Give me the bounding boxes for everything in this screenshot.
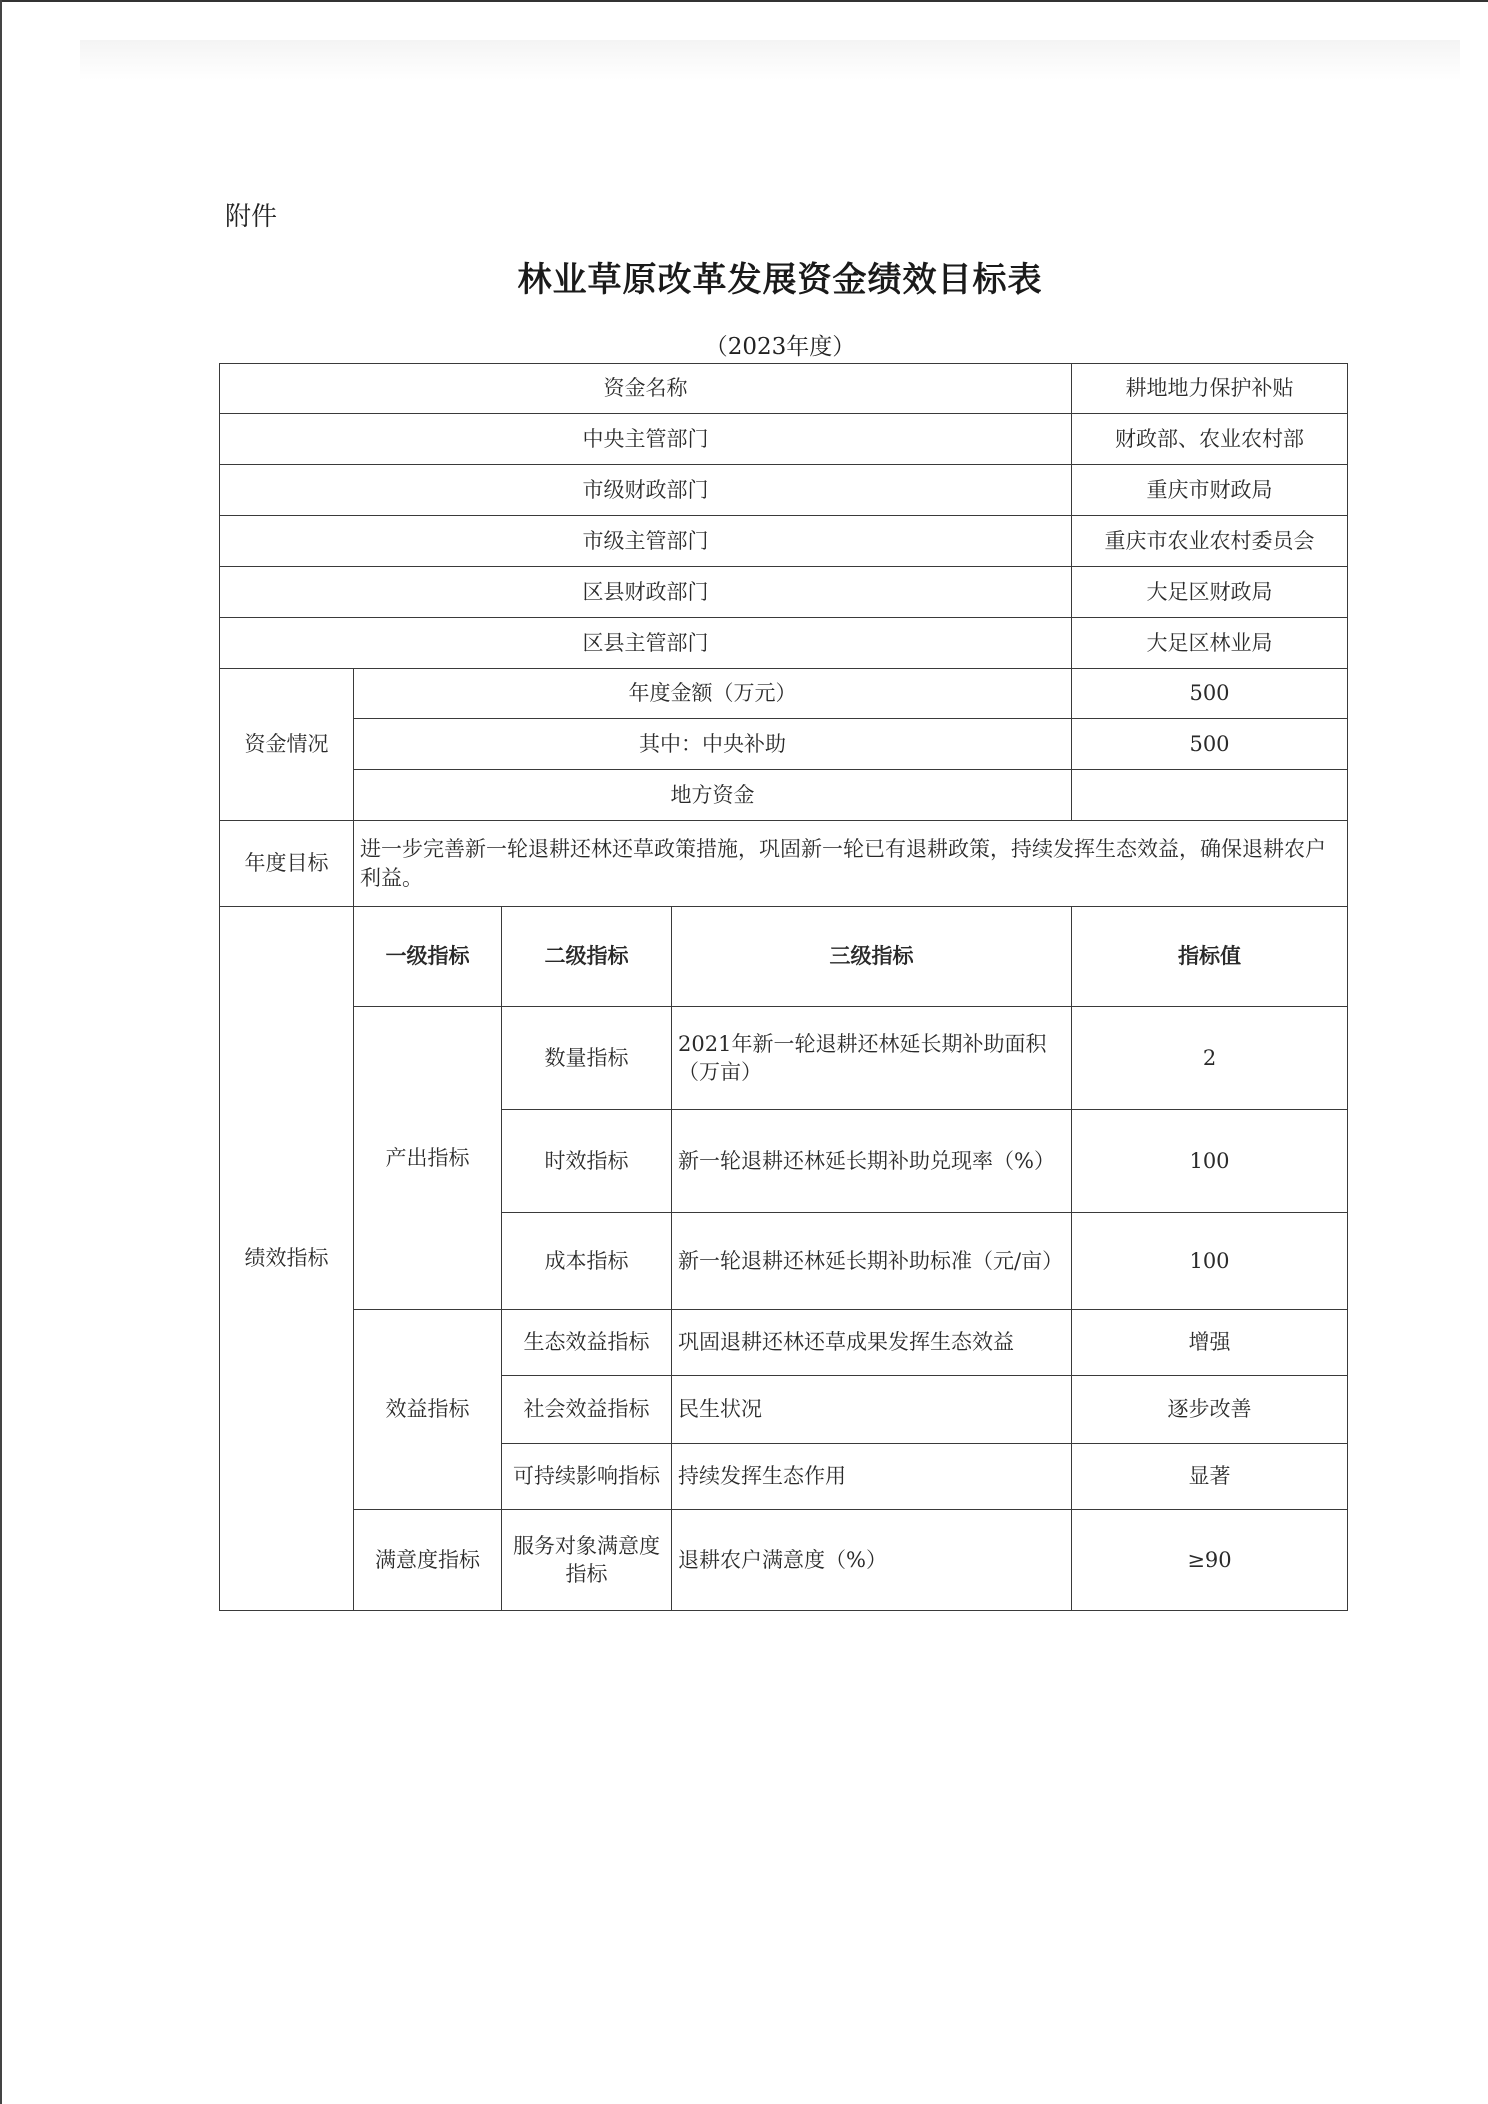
basic-label: 区县主管部门 bbox=[220, 618, 1072, 669]
scan-shade bbox=[80, 40, 1460, 80]
basic-value: 重庆市财政局 bbox=[1072, 465, 1348, 516]
indicator-header-row bbox=[220, 907, 1348, 1007]
level3-cell: 新一轮退耕还林延长期补助标准（元/亩） bbox=[672, 1213, 1072, 1310]
annual-goal-text: 进一步完善新一轮退耕还林还草政策措施，巩固新一轮已有退耕政策，持续发挥生态效益，确保退耕农户利益。 bbox=[354, 821, 1348, 907]
basic-row bbox=[220, 465, 1348, 516]
funds-label: 年度金额（万元） bbox=[354, 669, 1072, 719]
funds-label: 地方资金 bbox=[354, 770, 1072, 821]
funds-group-label: 资金情况 bbox=[220, 669, 354, 821]
basic-row bbox=[220, 364, 1348, 414]
document-year: （2023年度） bbox=[704, 334, 856, 360]
satisfaction-indicator-label: 满意度指标 bbox=[354, 1510, 502, 1611]
level3-cell: 退耕农户满意度（%） bbox=[672, 1510, 1072, 1611]
indicator-row bbox=[220, 1310, 1348, 1376]
performance-target-table bbox=[219, 363, 1348, 1611]
basic-value: 重庆市农业农村委员会 bbox=[1072, 516, 1348, 567]
indicator-row bbox=[220, 1007, 1348, 1110]
funds-row bbox=[220, 770, 1348, 821]
level2-cell: 服务对象满意度指标 bbox=[502, 1510, 672, 1611]
value-cell: ≥90 bbox=[1072, 1510, 1348, 1611]
level2-cell: 生态效益指标 bbox=[502, 1310, 672, 1376]
value-cell: 2 bbox=[1072, 1007, 1348, 1110]
value-cell: 逐步改善 bbox=[1072, 1376, 1348, 1444]
header-value: 指标值 bbox=[1072, 907, 1348, 1007]
basic-row bbox=[220, 618, 1348, 669]
performance-group-label: 绩效指标 bbox=[220, 907, 354, 1611]
basic-value: 大足区财政局 bbox=[1072, 567, 1348, 618]
funds-value: 500 bbox=[1072, 669, 1348, 719]
value-cell: 增强 bbox=[1072, 1310, 1348, 1376]
scan-edge-top bbox=[0, 0, 1488, 2]
funds-value: 500 bbox=[1072, 719, 1348, 770]
indicator-row bbox=[220, 1510, 1348, 1611]
basic-row bbox=[220, 516, 1348, 567]
funds-label: 其中：中央补助 bbox=[354, 719, 1072, 770]
level3-cell: 持续发挥生态作用 bbox=[672, 1444, 1072, 1510]
document-title: 林业草原改革发展资金绩效目标表 bbox=[517, 260, 1043, 300]
level3-cell: 巩固退耕还林还草成果发挥生态效益 bbox=[672, 1310, 1072, 1376]
level2-cell: 社会效益指标 bbox=[502, 1376, 672, 1444]
level2-cell: 时效指标 bbox=[502, 1110, 672, 1213]
basic-label: 区县财政部门 bbox=[220, 567, 1072, 618]
basic-value: 大足区林业局 bbox=[1072, 618, 1348, 669]
basic-row bbox=[220, 567, 1348, 618]
level3-cell: 2021年新一轮退耕还林延长期补助面积（万亩） bbox=[672, 1007, 1072, 1110]
basic-label: 中央主管部门 bbox=[220, 414, 1072, 465]
basic-label: 市级财政部门 bbox=[220, 465, 1072, 516]
level2-cell: 可持续影响指标 bbox=[502, 1444, 672, 1510]
basic-label: 资金名称 bbox=[220, 364, 1072, 414]
level2-cell: 数量指标 bbox=[502, 1007, 672, 1110]
output-indicator-label: 产出指标 bbox=[354, 1007, 502, 1310]
level3-cell: 民生状况 bbox=[672, 1376, 1072, 1444]
funds-row bbox=[220, 719, 1348, 770]
annual-goal-label: 年度目标 bbox=[220, 821, 354, 907]
scan-edge-left bbox=[0, 0, 2, 2104]
header-level2: 二级指标 bbox=[502, 907, 672, 1007]
basic-value: 耕地地力保护补贴 bbox=[1072, 364, 1348, 414]
value-cell: 100 bbox=[1072, 1110, 1348, 1213]
value-cell: 显著 bbox=[1072, 1444, 1348, 1510]
funds-row bbox=[220, 669, 1348, 719]
attachment-label: 附件 bbox=[225, 202, 278, 232]
annual-goal-row bbox=[220, 821, 1348, 907]
funds-value bbox=[1072, 770, 1348, 821]
basic-value: 财政部、农业农村部 bbox=[1072, 414, 1348, 465]
header-level3: 三级指标 bbox=[672, 907, 1072, 1007]
level2-cell: 成本指标 bbox=[502, 1213, 672, 1310]
level3-cell: 新一轮退耕还林延长期补助兑现率（%） bbox=[672, 1110, 1072, 1213]
benefit-indicator-label: 效益指标 bbox=[354, 1310, 502, 1510]
basic-row bbox=[220, 414, 1348, 465]
header-level1: 一级指标 bbox=[354, 907, 502, 1007]
value-cell: 100 bbox=[1072, 1213, 1348, 1310]
basic-label: 市级主管部门 bbox=[220, 516, 1072, 567]
